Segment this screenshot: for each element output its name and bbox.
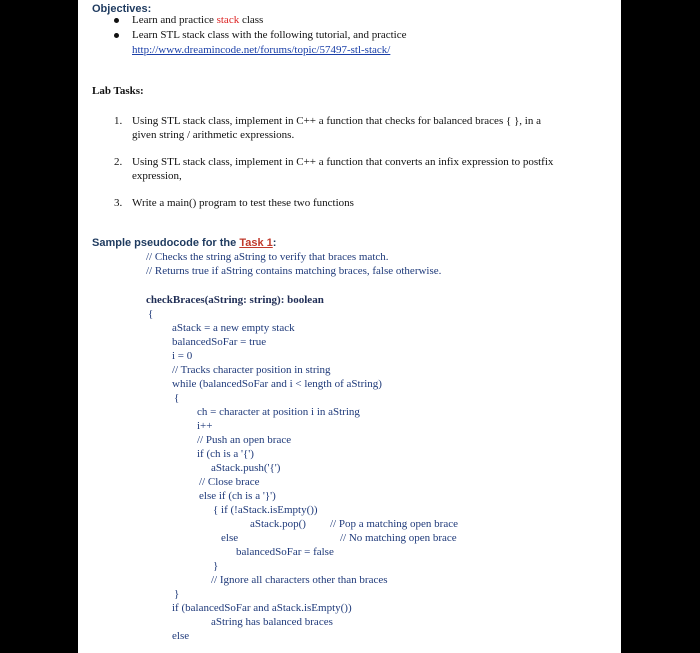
highlight-word: stack [216, 14, 240, 26]
code-line: balancedSoFar = false [236, 546, 334, 558]
code-line: } [174, 588, 180, 600]
code-line: if (ch is a '{') [197, 448, 254, 460]
code-line: else [221, 532, 239, 544]
objective-item-1 [132, 15, 263, 26]
code-line: aStack.push('{') [211, 462, 281, 474]
comment-line: // Returns true if aString contains matching braces, false otherwise. [146, 265, 442, 277]
task-1-link[interactable]: Task 1 [239, 237, 273, 249]
sample-heading-colon: : [272, 237, 277, 249]
objective-text: Learn and practice [132, 14, 217, 26]
objective-text: class [239, 14, 264, 26]
document-page [78, 0, 621, 653]
task-1-line1: Using STL stack class, implement in C++ a function that checks for balanced braces { }, in a [132, 115, 541, 127]
task-1-line2: given string / arithmetic expressions. [132, 129, 295, 141]
code-line: aStack = a new empty stack [172, 322, 295, 334]
code-comment: // No matching open brace [340, 532, 457, 544]
code-line: // Close brace [199, 476, 260, 488]
code-line: i = 0 [172, 350, 193, 362]
code-line: aStack.pop() [250, 518, 306, 530]
objective-item-2: Learn STL stack class with the following tutorial, and practice [132, 29, 407, 41]
objectives-heading: Objectives: [92, 3, 152, 15]
code-line: // Push an open brace [197, 434, 292, 446]
code-line: // Tracks character position in string [172, 364, 331, 376]
lab-tasks-heading: Lab Tasks: [92, 85, 144, 97]
comment-line: // Checks the string aString to verify that braces match. [146, 251, 389, 263]
code-line: { [148, 308, 154, 320]
function-signature: checkBraces(aString: string): boolean [146, 294, 324, 306]
bullet-dot [114, 18, 119, 23]
task-3-line1: Write a main() program to test these two functions [132, 197, 354, 209]
sample-heading-text: Sample pseudocode for the [92, 237, 240, 249]
code-line: // Ignore all characters other than braces [211, 574, 388, 586]
task-2-line1: Using STL stack class, implement in C++ a function that converts an infix expression to postfix [132, 156, 554, 168]
code-line: i++ [197, 420, 213, 432]
code-line: { if (!aStack.isEmpty()) [213, 504, 318, 516]
task-2-line2: expression, [132, 170, 182, 182]
sample-heading [92, 238, 276, 249]
code-line: ch = character at position i in aString [197, 406, 360, 418]
tutorial-link[interactable]: http://www.dreamincode.net/forums/topic/57497-stl-stack/ [132, 44, 391, 56]
code-line: while (balancedSoFar and i < length of aString) [172, 378, 382, 390]
code-line: else if (ch is a '}') [199, 490, 276, 502]
task-number: 1. [114, 115, 123, 127]
code-line: } [213, 560, 219, 572]
code-line: { [174, 392, 180, 404]
bullet-dot [114, 33, 119, 38]
task-number: 2. [114, 156, 123, 168]
code-line: balancedSoFar = true [172, 336, 267, 348]
code-line: aString has balanced braces [211, 616, 333, 628]
code-comment: // Pop a matching open brace [330, 518, 458, 530]
code-line: if (balancedSoFar and aStack.isEmpty()) [172, 602, 352, 614]
task-number: 3. [114, 197, 123, 209]
code-line: else [172, 630, 190, 642]
